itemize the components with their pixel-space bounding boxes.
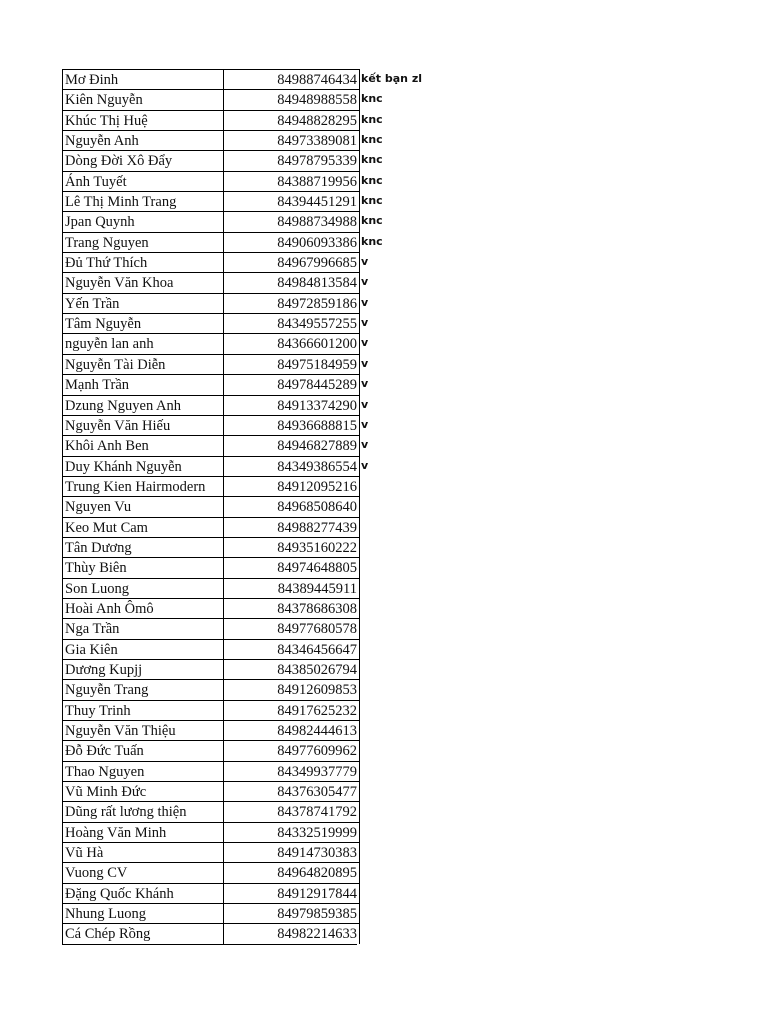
phone-number-cell: 84979859385 <box>223 903 360 923</box>
contact-name-cell: Nhung Luong <box>62 903 223 923</box>
contact-name-cell: Nguyễn Trang <box>62 679 223 699</box>
status-note-cell: kết bạn zl <box>361 72 422 85</box>
status-note-cell <box>360 496 361 516</box>
phone-number-cell: 84914730383 <box>223 842 360 862</box>
table-row <box>62 761 422 781</box>
table-row <box>62 700 422 720</box>
table-row <box>62 272 422 292</box>
contact-name-cell: Đỗ Đức Tuấn <box>62 740 223 760</box>
phone-number-cell: 84973389081 <box>223 130 360 150</box>
table-row <box>62 598 422 618</box>
table-row <box>62 537 422 557</box>
contact-name-cell: Mơ Đinh <box>62 69 223 89</box>
table-row <box>62 517 422 537</box>
status-note-cell <box>360 801 361 821</box>
status-note-cell <box>360 903 361 923</box>
table-row <box>62 578 422 598</box>
status-note-cell: v <box>361 295 369 309</box>
status-note-cell <box>360 842 361 862</box>
status-note-cell <box>360 578 361 598</box>
phone-number-cell: 84366601200 <box>223 333 360 353</box>
status-note-cell: knc <box>361 133 383 147</box>
status-note-cell: knc <box>361 214 383 228</box>
status-note-cell <box>360 659 361 679</box>
contact-name-cell: Hoàng Văn Minh <box>62 822 223 842</box>
phone-number-cell: 84978445289 <box>223 374 360 394</box>
phone-number-cell: 84385026794 <box>223 659 360 679</box>
contact-name-cell: Dũng rất lương thiện <box>62 801 223 821</box>
status-note-cell <box>360 740 361 760</box>
status-note-cell <box>360 862 361 882</box>
contact-name-cell: Nga Trần <box>62 618 223 638</box>
phone-number-cell: 84964820895 <box>223 862 360 882</box>
table-row <box>62 456 422 476</box>
phone-number-cell: 84974648805 <box>223 557 360 577</box>
phone-number-cell: 84378686308 <box>223 598 360 618</box>
table-row <box>62 842 422 862</box>
status-note-cell <box>360 598 361 618</box>
phone-number-cell: 84349386554 <box>223 456 360 476</box>
table-row <box>62 639 422 659</box>
status-note-cell: knc <box>361 153 383 167</box>
phone-number-cell: 84913374290 <box>223 395 360 415</box>
contact-name-cell: Nguyễn Văn Hiếu <box>62 415 223 435</box>
contact-name-cell: Khúc Thị Huệ <box>62 110 223 130</box>
phone-number-cell: 84978795339 <box>223 150 360 170</box>
contact-name-cell: Mạnh Trần <box>62 374 223 394</box>
phone-number-cell: 84984813584 <box>223 272 360 292</box>
phone-number-cell: 84948988558 <box>223 89 360 109</box>
status-note-cell <box>360 781 361 801</box>
table-row <box>62 191 422 211</box>
phone-number-cell: 84376305477 <box>223 781 360 801</box>
contact-name-cell: Dòng Đời Xô Đẩy <box>62 150 223 170</box>
phone-number-cell: 84346456647 <box>223 639 360 659</box>
phone-number-cell: 84975184959 <box>223 354 360 374</box>
status-note-cell: v <box>361 316 369 330</box>
status-note-cell: v <box>361 417 369 431</box>
table-row <box>62 801 422 821</box>
status-note-cell: knc <box>361 194 383 208</box>
contact-name-cell: Jpan Quynh <box>62 211 223 231</box>
contact-name-cell: Son Luong <box>62 578 223 598</box>
contact-name-cell: Dzung Nguyen Anh <box>62 395 223 415</box>
table-row <box>62 822 422 842</box>
table-row <box>62 496 422 516</box>
contact-name-cell: Trung Kien Hairmodern <box>62 476 223 496</box>
contact-name-cell: Thuy Trinh <box>62 700 223 720</box>
table-row <box>62 740 422 760</box>
table-row <box>62 69 422 89</box>
contact-name-cell: Tâm Nguyễn <box>62 313 223 333</box>
status-note-cell: v <box>361 377 369 391</box>
status-note-cell <box>360 822 361 842</box>
contact-name-cell: Nguyễn Văn Khoa <box>62 272 223 292</box>
phone-number-cell: 84378741792 <box>223 801 360 821</box>
table-row <box>62 232 422 252</box>
phone-number-cell: 84988277439 <box>223 517 360 537</box>
contact-table <box>62 69 422 945</box>
table-row <box>62 293 422 313</box>
phone-number-cell: 84935160222 <box>223 537 360 557</box>
contact-name-cell: Trang Nguyen <box>62 232 223 252</box>
table-row <box>62 150 422 170</box>
table-row <box>62 252 422 272</box>
phone-number-cell: 84982214633 <box>223 923 360 943</box>
status-note-cell: v <box>361 356 369 370</box>
contact-name-cell: Gia Kiên <box>62 639 223 659</box>
contact-name-cell: Đặng Quốc Khánh <box>62 883 223 903</box>
table-row <box>62 110 422 130</box>
phone-number-cell: 84906093386 <box>223 232 360 252</box>
contact-name-cell: Thao Nguyen <box>62 761 223 781</box>
status-note-cell: v <box>361 438 369 452</box>
table-row <box>62 862 422 882</box>
table-row <box>62 923 422 943</box>
table-row <box>62 883 422 903</box>
phone-number-cell: 84349557255 <box>223 313 360 333</box>
table-row <box>62 374 422 394</box>
contact-name-cell: Tân Dương <box>62 537 223 557</box>
contact-name-cell: Kiên Nguyễn <box>62 89 223 109</box>
status-note-cell <box>360 761 361 781</box>
status-note-cell: v <box>361 275 369 289</box>
table-row <box>62 557 422 577</box>
phone-number-cell: 84972859186 <box>223 293 360 313</box>
contact-name-cell: Keo Mut Cam <box>62 517 223 537</box>
phone-number-cell: 84912609853 <box>223 679 360 699</box>
table-row <box>62 395 422 415</box>
contact-name-cell: Nguyễn Văn Thiệu <box>62 720 223 740</box>
table-row <box>62 659 422 679</box>
status-note-cell: knc <box>361 112 383 126</box>
phone-number-cell: 84988734988 <box>223 211 360 231</box>
status-note-cell: v <box>361 397 369 411</box>
phone-number-cell: 84912095216 <box>223 476 360 496</box>
status-note-cell <box>360 679 361 699</box>
table-row <box>62 313 422 333</box>
phone-number-cell: 84936688815 <box>223 415 360 435</box>
table-row <box>62 354 422 374</box>
phone-number-cell: 84332519999 <box>223 822 360 842</box>
contact-name-cell: Đủ Thứ Thích <box>62 252 223 272</box>
table-row <box>62 618 422 638</box>
table-row <box>62 130 422 150</box>
contact-name-cell: Lê Thị Minh Trang <box>62 191 223 211</box>
contact-name-cell: Nguyễn Tài Diễn <box>62 354 223 374</box>
status-note-cell <box>360 537 361 557</box>
contact-name-cell: Hoài Anh Ômô <box>62 598 223 618</box>
status-note-cell <box>360 618 361 638</box>
contact-name-cell: Nguyen Vu <box>62 496 223 516</box>
contact-name-cell: Ánh Tuyết <box>62 171 223 191</box>
status-note-cell: v <box>361 458 369 472</box>
table-row <box>62 476 422 496</box>
contact-name-cell: Duy Khánh Nguyễn <box>62 456 223 476</box>
phone-number-cell: 84946827889 <box>223 435 360 455</box>
contact-name-cell: Thùy Biên <box>62 557 223 577</box>
phone-number-cell: 84968508640 <box>223 496 360 516</box>
status-note-cell <box>360 883 361 903</box>
phone-number-cell: 84948828295 <box>223 110 360 130</box>
status-note-cell <box>360 476 361 496</box>
contact-name-cell: Cá Chép Rồng <box>62 923 223 943</box>
table-row <box>62 435 422 455</box>
status-note-cell <box>360 923 361 943</box>
status-note-cell <box>360 517 361 537</box>
phone-number-cell: 84917625232 <box>223 700 360 720</box>
phone-number-cell: 84388719956 <box>223 171 360 191</box>
phone-number-cell: 84389445911 <box>223 578 360 598</box>
status-note-cell <box>360 557 361 577</box>
table-row <box>62 781 422 801</box>
contact-name-cell: nguyễn lan anh <box>62 333 223 353</box>
contact-name-cell: Vũ Hà <box>62 842 223 862</box>
phone-number-cell: 84967996685 <box>223 252 360 272</box>
contact-name-cell: Dương Kupjj <box>62 659 223 679</box>
phone-number-cell: 84912917844 <box>223 883 360 903</box>
status-note-cell: v <box>361 336 369 350</box>
table-row <box>62 415 422 435</box>
contact-name-cell: Vuong CV <box>62 862 223 882</box>
status-note-cell: v <box>361 255 369 269</box>
status-note-cell: knc <box>361 234 383 248</box>
phone-number-cell: 84349937779 <box>223 761 360 781</box>
phone-number-cell: 84977609962 <box>223 740 360 760</box>
table-row <box>62 89 422 109</box>
status-note-cell <box>360 639 361 659</box>
table-row <box>62 903 422 923</box>
contact-name-cell: Vũ Minh Đức <box>62 781 223 801</box>
phone-number-cell: 84982444613 <box>223 720 360 740</box>
phone-number-cell: 84977680578 <box>223 618 360 638</box>
phone-number-cell: 84988746434 <box>223 69 360 89</box>
table-row <box>62 211 422 231</box>
status-note-cell: knc <box>361 173 383 187</box>
table-row <box>62 679 422 699</box>
contact-name-cell: Yến Trần <box>62 293 223 313</box>
contact-name-cell: Nguyễn Anh <box>62 130 223 150</box>
status-note-cell: knc <box>361 92 383 106</box>
table-row <box>62 333 422 353</box>
phone-number-cell: 84394451291 <box>223 191 360 211</box>
table-row <box>62 720 422 740</box>
status-note-cell <box>360 720 361 740</box>
contact-name-cell: Khôi Anh Ben <box>62 435 223 455</box>
status-note-cell <box>360 700 361 720</box>
table-row <box>62 171 422 191</box>
